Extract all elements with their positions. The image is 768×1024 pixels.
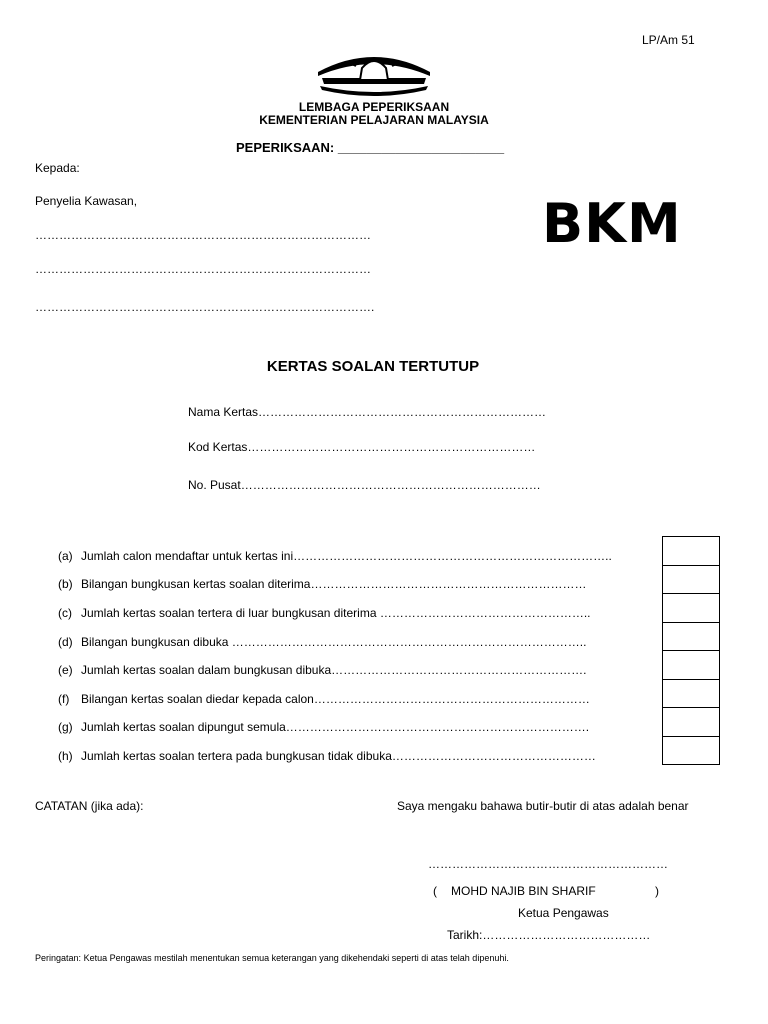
item-label: (h)	[58, 749, 73, 763]
item-a	[58, 549, 612, 563]
warning-label: Peringatan:	[35, 953, 82, 963]
org-name-line2: KEMENTERIAN PELAJARAN MALAYSIA	[259, 113, 489, 127]
centre-number-field[interactable]: No. Pusat…………………………………………………………………	[188, 478, 541, 492]
addressee-line-3[interactable]: ………………………………………………………………………….	[35, 300, 375, 314]
bkm-stamp: BKM	[542, 192, 682, 255]
item-d	[58, 635, 586, 649]
item-f	[58, 692, 590, 706]
answer-box-b[interactable]	[662, 565, 720, 594]
item-e	[58, 663, 587, 677]
answer-box-g[interactable]	[662, 707, 720, 737]
signature-line[interactable]: ……………………………………………………	[428, 857, 668, 871]
addressee-name: Penyelia Kawasan,	[35, 194, 138, 208]
item-label: (c)	[58, 606, 72, 620]
answer-box-a[interactable]	[662, 536, 720, 566]
item-text: Jumlah kertas soalan dalam bungkusan dibuka……………………………………………………….	[81, 663, 587, 677]
item-label: (a)	[58, 549, 73, 563]
item-label: (d)	[58, 635, 73, 649]
declaration-text: Saya mengaku bahawa butir-butir di atas adalah benar	[397, 799, 689, 813]
answer-box-e[interactable]	[662, 650, 720, 680]
paper-name-field[interactable]: Nama Kertas………………………………………………………………	[188, 405, 547, 419]
answer-box-h[interactable]	[662, 736, 720, 765]
item-text: Jumlah calon mendaftar untuk kertas ini……………………………………………………………………..	[81, 549, 612, 563]
item-g	[58, 720, 589, 734]
item-text: Bilangan bungkusan kertas soalan diterima……………………………………………………………	[81, 577, 587, 591]
answer-box-f[interactable]	[662, 679, 720, 708]
item-label: (e)	[58, 663, 73, 677]
addressee-to-label: Kepada:	[35, 161, 80, 175]
paper-code-field[interactable]: Kod Kertas………………………………………………………………	[188, 440, 536, 454]
addressee-line-1[interactable]: …………………………………………………………………………	[35, 228, 371, 242]
notes-label: CATATAN (jika ada):	[35, 799, 144, 813]
signature-open-paren: (	[433, 884, 437, 898]
exam-field[interactable]: PEPERIKSAAN: _______________________	[236, 140, 505, 155]
date-field[interactable]: Tarikh:……………………………………	[447, 928, 651, 942]
item-label: (f)	[58, 692, 70, 706]
item-text: Bilangan kertas soalan diedar kepada calon……………………………………………………………	[81, 692, 590, 706]
emblem-logo	[316, 46, 432, 98]
addressee-line-2[interactable]: …………………………………………………………………………	[35, 262, 371, 276]
warning-text: Ketua Pengawas mestilah menentukan semua keterangan yang dikehendaki seperti di atas telah dipenuhi.	[83, 953, 509, 963]
signatory-title: Ketua Pengawas	[518, 906, 609, 920]
signature-close-paren: )	[655, 884, 659, 898]
item-text: Bilangan bungkusan dibuka ……………………………………………………………………………..	[81, 635, 587, 649]
item-text: Jumlah kertas soalan tertera di luar bungkusan diterima ……………………………………………..	[81, 606, 591, 620]
item-text: Jumlah kertas soalan dipungut semula………………………………………………………………….	[81, 720, 590, 734]
item-text: Jumlah kertas soalan tertera pada bungkusan tidak dibuka……………………………………………	[81, 749, 596, 763]
item-label: (b)	[58, 577, 73, 591]
item-c	[58, 606, 591, 620]
item-b	[58, 577, 586, 591]
form-title: KERTAS SOALAN TERTUTUP	[266, 358, 480, 375]
warning-note	[35, 953, 509, 963]
form-reference-code: LP/Am 51	[642, 33, 695, 47]
signatory-name: MOHD NAJIB BIN SHARIF	[451, 884, 596, 898]
item-label: (g)	[58, 720, 73, 734]
answer-box-d[interactable]	[662, 622, 720, 651]
item-h	[58, 749, 596, 763]
answer-box-c[interactable]	[662, 593, 720, 623]
org-name-line1: LEMBAGA PEPERIKSAAN	[298, 100, 450, 114]
